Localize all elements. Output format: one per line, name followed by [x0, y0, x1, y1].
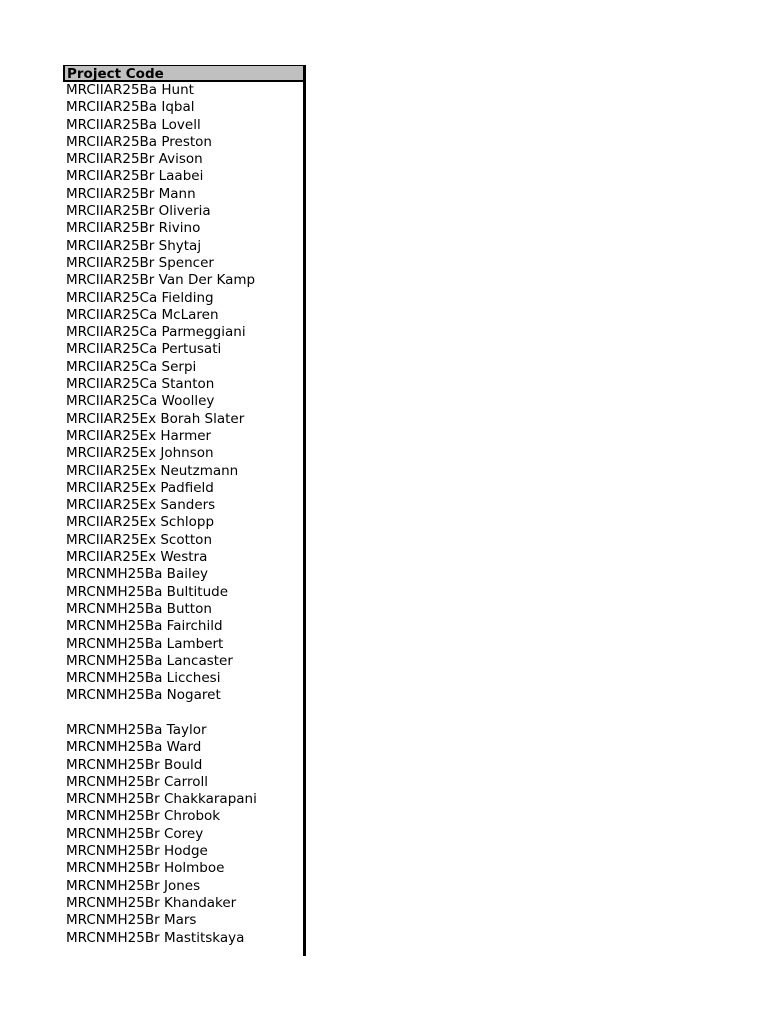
table-row[interactable]: MRCNMH25Br Carroll: [66, 773, 208, 790]
project-code-list: [63, 82, 303, 947]
table-row[interactable]: MRCNMH25Br Mastitskaya: [66, 929, 245, 946]
table-row[interactable]: MRCIIAR25Ex Harmer: [66, 427, 212, 444]
table-row[interactable]: MRCIIAR25Ba Hunt: [66, 82, 194, 98]
table-row[interactable]: MRCNMH25Ba Taylor: [66, 721, 207, 738]
table-row[interactable]: MRCNMH25Br Corey: [66, 825, 204, 842]
table-row[interactable]: MRCNMH25Ba Nogaret: [66, 687, 221, 704]
table-row[interactable]: MRCIIAR25Ex Westra: [66, 549, 208, 566]
column-right-border: [303, 65, 306, 956]
table-row[interactable]: MRCIIAR25Ca Pertusati: [66, 341, 222, 358]
table-row[interactable]: MRCIIAR25Ex Padfield: [66, 479, 214, 496]
table-row[interactable]: MRCIIAR25Ca Woolley: [66, 393, 215, 410]
table-row[interactable]: MRCNMH25Ba Licchesi: [66, 670, 221, 687]
empty-row[interactable]: [63, 705, 303, 722]
table-row[interactable]: MRCIIAR25Ca Serpi: [66, 358, 197, 375]
table-row[interactable]: MRCNMH25Ba Bailey: [66, 566, 209, 583]
table-row[interactable]: MRCNMH25Ba Lambert: [66, 635, 224, 652]
table-row[interactable]: MRCIIAR25Br Oliveria: [66, 203, 211, 220]
table-row[interactable]: MRCIIAR25Ex Borah Slater: [66, 410, 245, 427]
table-row[interactable]: MRCIIAR25Br Spencer: [66, 254, 214, 271]
table-row[interactable]: MRCNMH25Ba Ward: [66, 739, 202, 756]
table-row[interactable]: MRCIIAR25Ca Fielding: [66, 289, 214, 306]
table-row[interactable]: MRCIIAR25Ca Parmeggiani: [66, 324, 246, 341]
table-row[interactable]: MRCIIAR25Ba Lovell: [66, 116, 201, 133]
table-row[interactable]: MRCIIAR25Ex Neutzmann: [66, 462, 239, 479]
table-row[interactable]: MRCIIAR25Ex Schlopp: [66, 514, 215, 531]
table-row[interactable]: MRCNMH25Ba Fairchild: [66, 618, 223, 635]
table-row[interactable]: MRCIIAR25Br Rivino: [66, 220, 201, 237]
table-row[interactable]: MRCIIAR25Ba Iqbal: [66, 99, 195, 116]
table-row[interactable]: MRCIIAR25Ex Johnson: [66, 445, 214, 462]
table-row[interactable]: MRCNMH25Br Chakkarapani: [66, 791, 257, 808]
table-row[interactable]: MRCNMH25Ba Bultitude: [66, 583, 229, 600]
spreadsheet-column: [63, 65, 306, 956]
table-row[interactable]: MRCNMH25Br Jones: [66, 877, 201, 894]
table-row[interactable]: MRCNMH25Br Khandaker: [66, 894, 237, 911]
table-row[interactable]: MRCIIAR25Br Van Der Kamp: [66, 272, 256, 289]
table-row[interactable]: MRCNMH25Ba Button: [66, 600, 212, 617]
table-row[interactable]: MRCIIAR25Br Shytaj: [66, 237, 202, 254]
table-row[interactable]: MRCNMH25Br Bould: [66, 756, 203, 773]
table-row[interactable]: MRCIIAR25Br Mann: [66, 185, 196, 202]
table-row[interactable]: MRCIIAR25Ex Scotton: [66, 531, 213, 548]
table-row[interactable]: MRCNMH25Br Chrobok: [66, 808, 221, 825]
table-row[interactable]: MRCNMH25Ba Lancaster: [66, 652, 233, 669]
table-row[interactable]: MRCIIAR25Ex Sanders: [66, 497, 216, 514]
column-header-project-code[interactable]: Project Code: [63, 65, 303, 82]
table-row[interactable]: MRCNMH25Br Hodge: [66, 843, 208, 860]
table-row[interactable]: MRCNMH25Br Mars: [66, 912, 197, 929]
table-row[interactable]: MRCIIAR25Br Avison: [66, 151, 203, 168]
table-row[interactable]: MRCIIAR25Ca McLaren: [66, 306, 219, 323]
table-row[interactable]: MRCIIAR25Br Laabei: [66, 168, 204, 185]
table-row[interactable]: MRCNMH25Br Holmboe: [66, 860, 225, 877]
table-row[interactable]: MRCIIAR25Ca Stanton: [66, 376, 215, 393]
table-row[interactable]: MRCIIAR25Ba Preston: [66, 133, 212, 150]
